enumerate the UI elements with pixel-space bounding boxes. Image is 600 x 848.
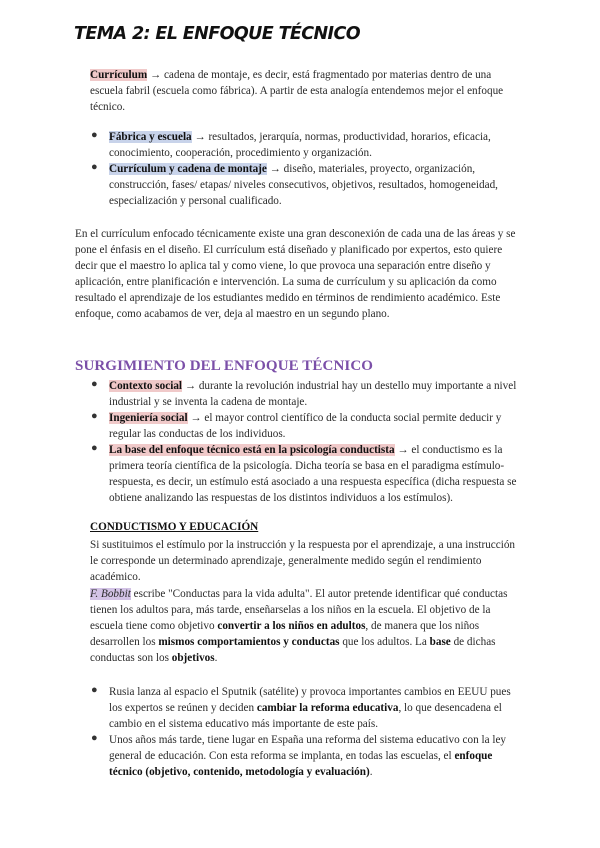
list-item-text: . <box>369 766 373 778</box>
list-item <box>109 410 527 442</box>
subheading: CONDUCTISMO Y EDUCACIÓN <box>90 521 259 533</box>
body-paragraph <box>75 226 525 322</box>
bullet-symbol: ● <box>91 129 98 141</box>
paragraph-text: escribe "Conductas para la vida adulta". El autor pretende identificar qué conductas tienen los adultos para, más tarde, enseñarselas a los niños en la escuela. El objetivo de la escuela tiene como objetivo <box>90 588 508 632</box>
list-item-text: → el mayor control científico de la conducta social permite deducir y regular las conductas de los individuos. <box>109 412 502 440</box>
list-item-term: Ingeniería social <box>109 412 188 424</box>
bold-phrase: mismos comportamientos y conductas <box>158 636 340 648</box>
paragraph-text: que los adultos. La <box>339 636 430 648</box>
bullet-symbol: ● <box>91 442 98 454</box>
list-item-term: Contexto social <box>109 380 183 392</box>
list-item-text: → el conductismo es la primera teoría científica de la psicología. Dicha teoría se basa en el paradigma estímulo-respuesta, es decir, un estímulo está asociado a una respuesta específica (dicha respuesta se obtiene analizando las respuestas de los distintos individuos a los estímulos). <box>109 444 517 504</box>
list-item <box>109 129 521 161</box>
intro-term: Currículum <box>90 69 148 81</box>
bold-phrase: base <box>429 636 451 648</box>
bullet-symbol: ● <box>91 410 98 422</box>
bullet-symbol: ● <box>91 161 98 173</box>
list-item <box>109 732 525 780</box>
bold-phrase: convertir a los niños en adultos <box>217 620 366 632</box>
paragraph-text: de dichas conductas son los <box>90 636 496 664</box>
paragraph-text: . <box>214 652 218 664</box>
list-item-term: La base del enfoque técnico está en la psicología conductista <box>109 444 395 456</box>
list-item-text: Unos años más tarde, tiene lugar en España una reforma del sistema educativo con la ley general de educación. Con esta reforma se implanta, en todas las escuelas, el <box>109 734 507 762</box>
list-item-term: Currículum y cadena de montaje <box>109 163 267 175</box>
list-item <box>109 161 521 209</box>
list-item-text: → resultados, jerarquía, normas, productividad, horarios, eficacia, conocimiento, cooperación, procedimiento y organización. <box>109 131 491 159</box>
bobbit-paragraph <box>90 586 525 666</box>
bullet-symbol: ● <box>91 378 98 390</box>
list-item <box>109 442 527 506</box>
paragraph-text: Si sustituimos el estímulo por la instrucción y la respuesta por el aprendizaje, a una instrucción le corresponde un determinado aprendizaje, generalmente medido según el rendimiento académico. <box>90 539 516 583</box>
list-item <box>109 684 525 732</box>
list-item-text: Rusia lanza al espacio el Sputnik (satélite) y provoca importantes cambios en EEUU pues los expertos se reúnen y deciden <box>109 686 511 714</box>
list-item-text: , lo que desencadena el cambio en el sistema educativo más importante de este país. <box>109 702 502 730</box>
body-paragraph <box>90 537 525 585</box>
bullet-symbol: ● <box>91 684 98 696</box>
bold-phrase: cambiar la reforma educativa <box>256 702 399 714</box>
bullet-symbol: ● <box>91 732 98 744</box>
list-item-text: → durante la revolución industrial hay un destello muy importante a nivel industrial y se inventa la cadena de montaje. <box>109 380 517 408</box>
paragraph-text: , de manera que los niños desarrollen los <box>90 620 480 648</box>
list-item-text: → diseño, materiales, proyecto, organización, construcción, fases/ etapas/ niveles consecutivos, objetivos, resultados, homogeneidad, especialización y personal cualificado. <box>109 163 498 207</box>
list-item-term: Fábrica y escuela <box>109 131 192 143</box>
intro-paragraph <box>90 67 520 115</box>
bold-phrase: enfoque técnico (objetivo, contenido, metodología y evaluación) <box>109 750 493 778</box>
section-heading: SURGIMIENTO DEL ENFOQUE TÉCNICO <box>75 358 374 374</box>
paragraph-text: En el currículum enfocado técnicamente existe una gran desconexión de cada una de las áreas y se pone el énfasis en el diseño. El currículum está diseñado y planificado por expertos, esto quiere decir que el maestro lo aplica tal y como viene, lo que provoca una separación entre diseño y aplicación, entre planificación e intervención. La suma de currículum y su aplicación da como resultado el aprendizaje de los estudiantes medido en términos de rendimiento académico. Este enfoque, como acabamos de ver, deja al maestro en un segundo plano. <box>75 228 516 320</box>
page-title: TEMA 2: EL ENFOQUE TÉCNICO <box>74 24 360 44</box>
bold-phrase: objetivos <box>171 652 215 664</box>
intro-text: → cadena de montaje, es decir, está fragmentado por materias dentro de una escuela fabril (escuela como fábrica). A partir de esta analogía entendemos mejor el enfoque técnico. <box>90 69 504 113</box>
author-name: F. Bobbit <box>90 588 131 600</box>
list-item <box>109 378 527 410</box>
